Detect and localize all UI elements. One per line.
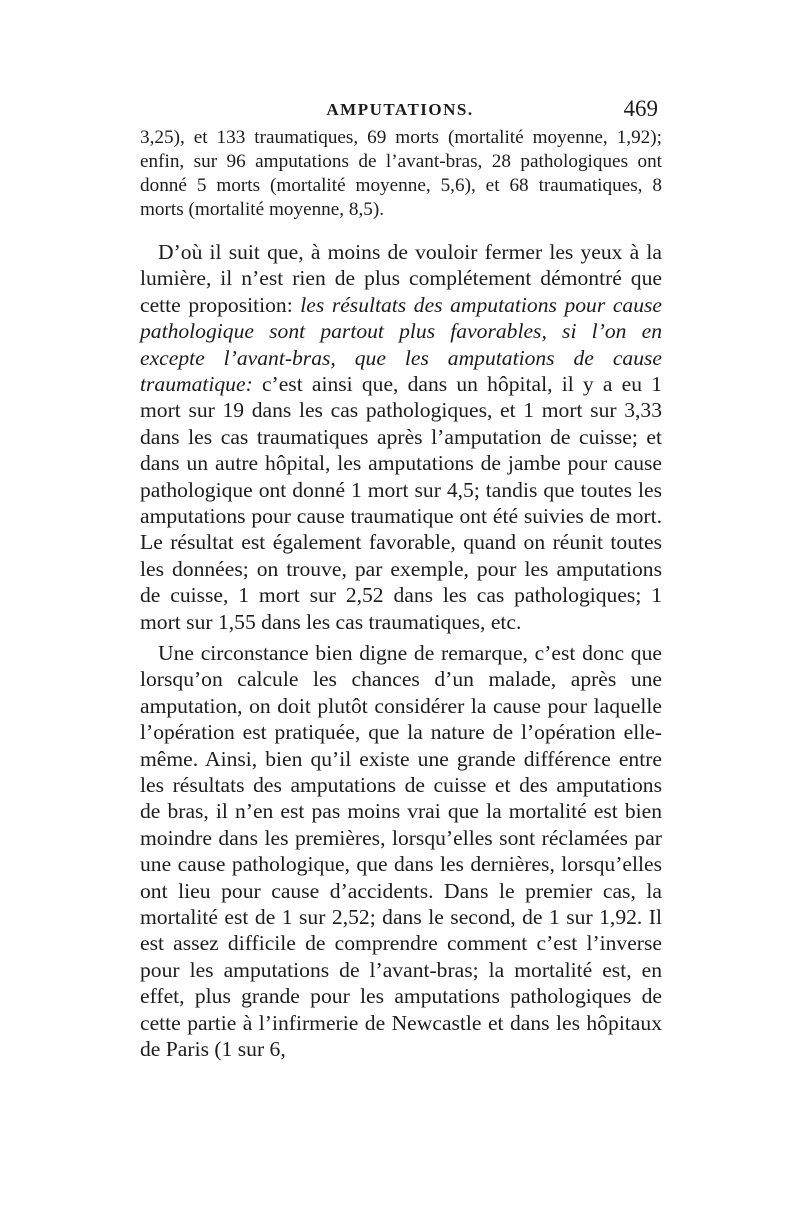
paragraph-opening: D’où il suit que, à moins de vouloir fermer les yeux à la lumière, il n’est rien de plus complétement démontré que cette proposition: bbox=[140, 240, 662, 317]
paragraph-text bbox=[140, 239, 662, 635]
conclusion-paragraph bbox=[140, 239, 662, 635]
continued-paragraph bbox=[140, 126, 662, 222]
running-header bbox=[140, 98, 660, 126]
paragraph-continuation: c’est ainsi que, dans un hôpital, il y a eu 1 mort sur 19 dans les cas pathologiques, et 1 mort sur 3,33 dans les cas traumatiques après l’amputation de cuisse; et dans un autre hôpital, les amputations de jambe pour cause pathologique ont donné 1 mort sur 4,5; tandis que toutes les amputations pour cause traumatique ont été suivies de mort. Le résultat est également favorable, quand on réunit toutes les données; on trouve, par exemple, pour les amputations de cuisse, 1 mort sur 2,52 dans les cas pathologiques; 1 mort sur 1,55 dans les cas traumatiques, etc. bbox=[140, 372, 662, 634]
circumstance-paragraph bbox=[140, 640, 662, 1063]
page-number: 469 bbox=[623, 96, 658, 121]
italic-proposition: les résultats des amputations pour cause pathologique sont partout plus favorables, si l’on en excepte l’avant-bras, que les amputations de cause traumatique: bbox=[140, 292, 662, 397]
paragraph-text: 3,25), et 133 traumatiques, 69 morts (mortalité moyenne, 1,92); enfin, sur 96 amputations de l’avant-bras, 28 pathologiques ont donné 5 morts (mortalité moyenne, 5,6), et 68 traumatiques, 8 morts (mortalité moyenne, 8,5). bbox=[140, 127, 662, 220]
paragraph-text: Une circonstance bien digne de remarque, c’est donc que lorsqu’on calcule les chances d’un malade, après une amputation, on doit plutôt considérer la cause pour laquelle l’opération est pratiquée, que la nature de l’opération elle-même. Ainsi, bien qu’il existe une grande différence entre les résultats des amputations de cuisse et des amputations de bras, il n’en est pas moins vrai que la mortalité est bien moindre dans les premières, lorsqu’elles sont réclamées par une cause pathologique, que dans les dernières, lorsqu’elles ont lieu pour cause d’accidents. Dans le premier cas, la mortalité est de 1 sur 2,52; dans le second, de 1 sur 1,92. Il est assez difficile de comprendre comment c’est l’inverse pour les amputations de l’avant-bras; la mortalité est, en effet, plus grande pour les amputations pathologiques de cette partie à l’infirmerie de Newcastle et dans les hôpitaux de Paris (1 sur 6, bbox=[140, 641, 662, 1062]
running-title: AMPUTATIONS. bbox=[326, 100, 474, 119]
